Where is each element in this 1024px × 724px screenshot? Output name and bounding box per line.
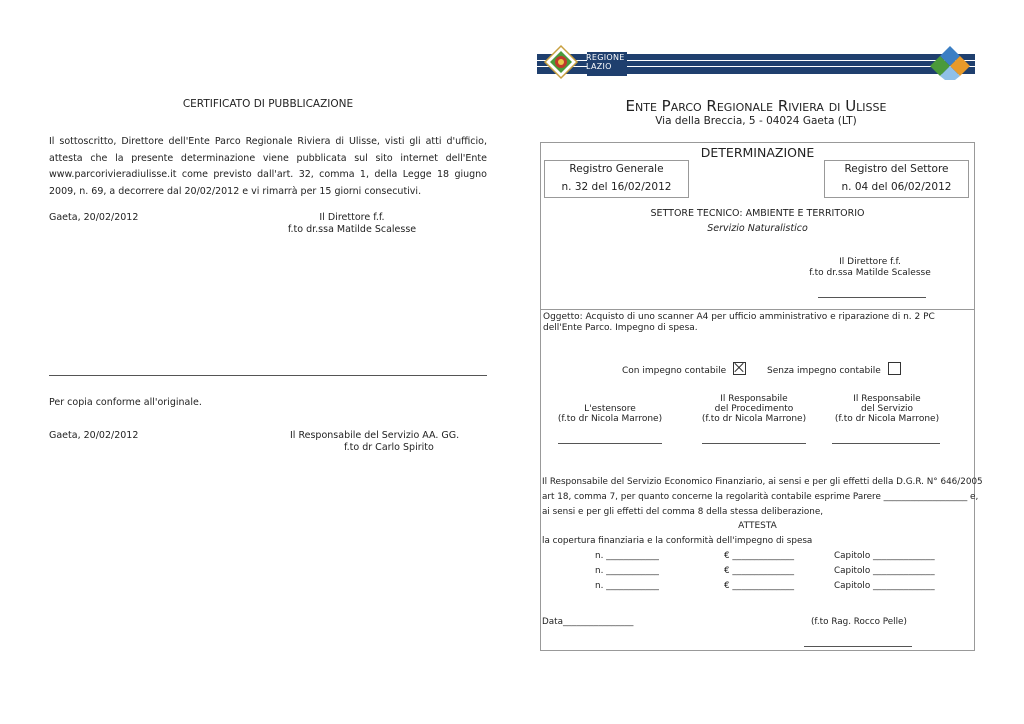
- subject-text: Oggetto: Acquisto di uno scanner A4 per ufficio amministrativo e riparazione di n. 2 PC dell'Ente Parco. Impegno di spesa.: [543, 312, 935, 333]
- entry-n: n. ____________: [595, 566, 659, 576]
- entry-row-3: [0, 581, 1024, 593]
- entry-euro: € ______________: [724, 581, 794, 591]
- regione-lazio-logo: [537, 44, 975, 80]
- left-divider: [49, 375, 487, 376]
- sig-procedimento-l2: del Procedimento: [714, 404, 794, 414]
- reg-sector-value: n. 04 del 06/02/2012: [841, 181, 952, 193]
- copy-signer-role: Il Responsabile del Servizio AA. GG.: [290, 430, 460, 441]
- commitment-with-checkbox[interactable]: [733, 362, 746, 375]
- certificate-place-date: Gaeta, 20/02/2012: [49, 212, 139, 223]
- copy-signer-name: f.to dr Carlo Spirito: [344, 442, 434, 453]
- copy-statement: Per copia conforme all'originale.: [49, 397, 202, 408]
- determination-title: DETERMINAZIONE: [700, 145, 815, 160]
- sig-estensore-line: [558, 443, 662, 444]
- finance-line-1: Il Responsabile del Servizio Economico Finanziario, ai sensi e per gli effetti della D.G.R. N° 646/2005: [542, 477, 983, 487]
- sector-name: SETTORE TECNICO: AMBIENTE E TERRITORIO: [650, 208, 865, 219]
- commitment-without-label: Senza impegno contabile: [767, 366, 881, 376]
- certificate-paragraph: Il sottoscritto, Direttore dell'Ente Parco Regionale Riviera di Ulisse, visti gli atti d'ufficio, attesta che la presente determinazione viene pubblicata sul sito internet dell'Ente www.parcorivieradiulisse.it come previsto dall'art. 32, comma 1, della Legge 18 giugno 2009, n. 69, a decorrere dal 20/02/2012 e vi rimarrà per 15 giorni consecutivi.: [49, 136, 487, 197]
- commitment-with: [622, 362, 746, 376]
- org-address: Via della Breccia, 5 - 04024 Gaeta (LT): [655, 115, 857, 127]
- entry-capitolo: Capitolo ______________: [834, 551, 935, 561]
- commitment-without: [767, 362, 901, 376]
- entry-n: n. ____________: [595, 551, 659, 561]
- coverage-text: la copertura finanziaria e la conformità dell'impegno di spesa: [542, 536, 813, 546]
- final-signature-line: [804, 646, 912, 647]
- logo-text-lazio: LAZIO: [586, 62, 612, 71]
- entry-row-1: [0, 551, 1024, 563]
- sig-estensore-l2: (f.to dr Nicola Marrone): [557, 414, 663, 424]
- finance-line-2: art 18, comma 7, per quanto concerne la regolarità contabile esprime Parere ___________________ e,: [542, 492, 979, 502]
- certificate-signer-role: Il Direttore f.f.: [319, 212, 385, 223]
- sig-procedimento-l3: (f.to dr Nicola Marrone): [701, 414, 807, 424]
- commitment-with-label: Con impegno contabile: [622, 366, 727, 376]
- director-name: f.to dr.ssa Matilde Scalesse: [809, 268, 931, 278]
- attesta-heading: ATTESTA: [738, 521, 777, 531]
- entry-euro: € ______________: [724, 566, 794, 576]
- certificate-title: CERTIFICATO DI PUBBLICAZIONE: [182, 98, 354, 110]
- reg-general-label: Registro Generale: [569, 163, 664, 175]
- reg-general-value: n. 32 del 16/02/2012: [561, 181, 672, 193]
- sig-servizio-l1: Il Responsabile: [853, 394, 921, 404]
- final-signer: (f.to Rag. Rocco Pelle): [811, 617, 907, 627]
- finance-line-3: ai sensi e per gli effetti del comma 8 della stessa deliberazione,: [542, 507, 824, 517]
- director-role: Il Direttore f.f.: [839, 257, 901, 267]
- sig-servizio-l3: (f.to dr Nicola Marrone): [834, 414, 940, 424]
- service-name: Servizio Naturalistico: [707, 223, 808, 234]
- sig-procedimento-line: [702, 443, 806, 444]
- reg-sector-label: Registro del Settore: [844, 163, 949, 175]
- subject-divider: [540, 309, 975, 310]
- entry-capitolo: Capitolo ______________: [834, 581, 935, 591]
- entry-euro: € ______________: [724, 551, 794, 561]
- entry-capitolo: Capitolo ______________: [834, 566, 935, 576]
- sig-servizio-line: [832, 443, 940, 444]
- sig-procedimento-l1: Il Responsabile: [720, 394, 788, 404]
- entry-n: n. ____________: [595, 581, 659, 591]
- logo-text-regione: REGIONE: [586, 53, 625, 62]
- copy-place-date: Gaeta, 20/02/2012: [49, 430, 139, 441]
- entry-row-2: [0, 566, 1024, 578]
- org-name: Ente Parco Regionale Riviera di Ulisse: [625, 97, 887, 115]
- date-field: Data________________: [542, 617, 634, 627]
- commitment-without-checkbox[interactable]: [888, 362, 901, 375]
- director-signature-line: [818, 297, 926, 298]
- certificate-signer-name: f.to dr.ssa Matilde Scalesse: [287, 224, 417, 235]
- sig-estensore-l1: L'estensore: [584, 404, 636, 414]
- sig-servizio-l2: del Servizio: [860, 404, 914, 414]
